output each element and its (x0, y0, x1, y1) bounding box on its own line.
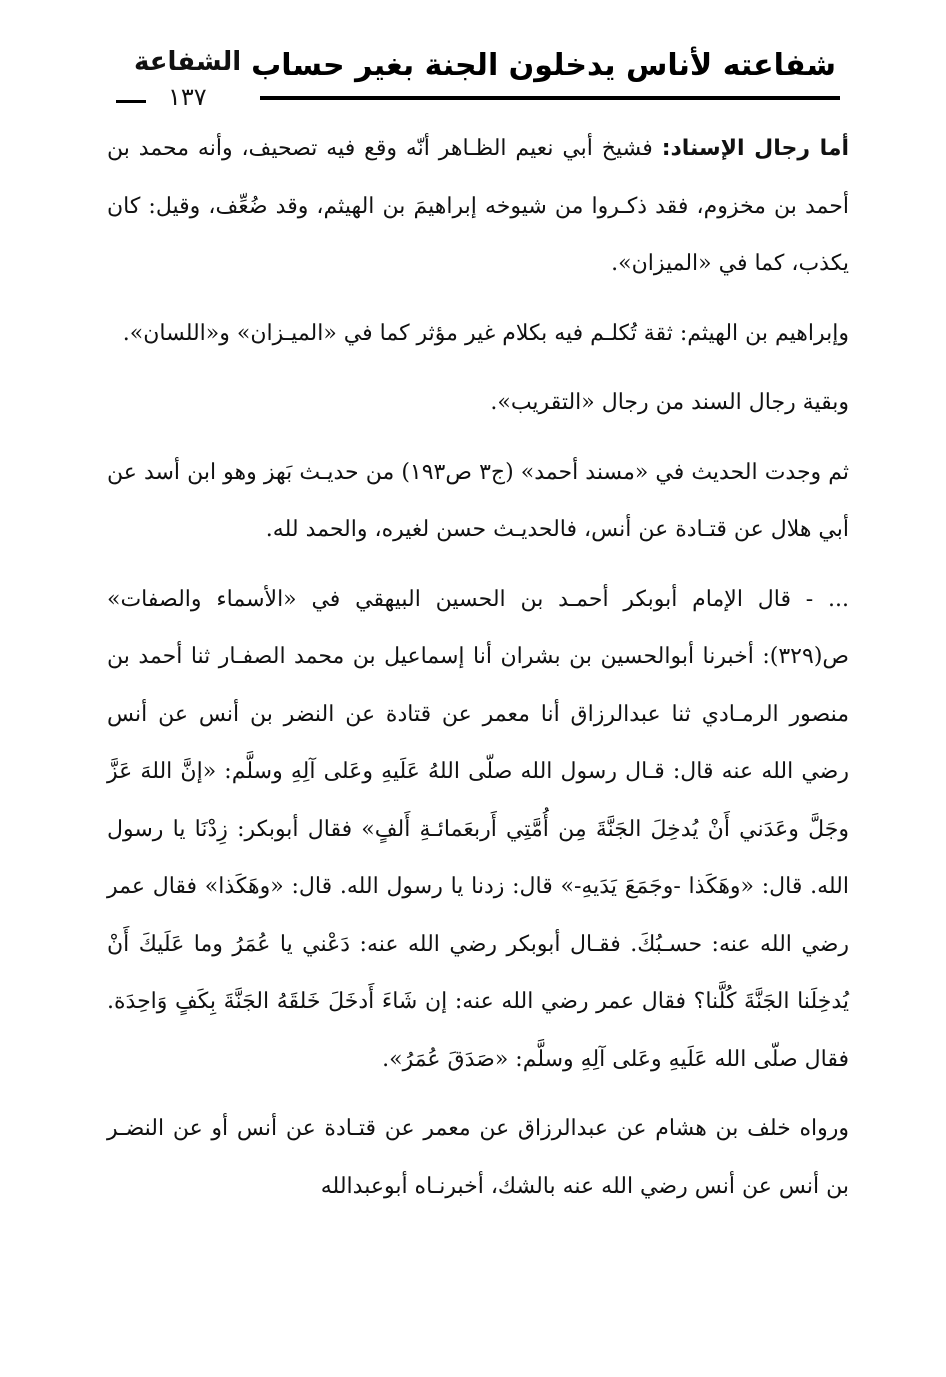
paragraph-text: فشيخ أبي نعيم الظـاهر أنّه وقع فيه تصحيف، وأنه محمد بن أحمد بن مخزوم، فقد ذكـروا من شيوخه إبراهيمَ بن الهيثم، وقد ضُعِّف، وقيل: كان يكذب، كما في «الميزان». (107, 136, 849, 276)
paragraph-text: وإبراهيم بن الهيثم: ثقة تُكلـم فيه بكلام غير مؤثر كما في «الميـزان» و«اللسان». (122, 320, 849, 346)
paragraph-text: وبقية رجال السند من رجال «التقريب». (490, 390, 849, 415)
paragraph-ibrahim (107, 305, 849, 363)
chapter-title: شفاعته لأناس يدخلون الجنة بغير حساب (251, 48, 836, 83)
page-header (110, 38, 836, 111)
paragraph-text: ... - قال الإمام أبوبكر أحمـد بن الحسين البيهقي في «الأسماء والصفات» ص(٣٢٩): أخبرنا أبوالحسين بن بشران أنا إسماعيل بن محمد الصفـار ثنا أحمد بن منصور الرمـادي ثنا عبدالرزاق أنا معمر عن قتادة عن النضر بن أنس عن أنس رضي الله عنه قال: قـال رسول الله صلّى اللهُ عَلَيهِ وعَلى آلِهِ وسلَّم: «إنَّ اللهَ عَزَّ وجَلَّ وعَدَني أَنْ يُدخِلَ الجَنَّةَ مِن أُمَّتِي أَربعَمائـةِ أَلفٍ» فقال أبوبكر: زِدْنَا يا رسول الله. قال: «وهَكَذا -وجَمَعَ يَدَيهِ-» قال: زدنا يا رسول الله. قال: «وهَكَذا» فقال عمر رضي الله عنه: حسـبُكَ. فقـال أبوبكر رضي الله عنه: دَعْني يا عُمَرُ وما عَلَيكَ أَنْ يُدخِلَنا الجَنَّةَ كُلَّنا؟ فقال عمر رضي الله عنه: إن شَاءَ أَدخَلَ خَلقَهُ الجَنَّةَ بِكَفٍ وَاحِدَة. فقال صلّى الله عَلَيهِ وعَلى آلِهِ وسلَّم: «صَدَقَ عُمَرُ». (107, 586, 849, 1072)
header-rule-short (116, 100, 146, 103)
paragraph-rest-of-chain (107, 374, 849, 432)
page-number: ١٣٧ (168, 83, 207, 111)
paragraph-text: ورواه خلف بن هشام عن عبدالرزاق عن معمر عن قتـادة عن أنس أو عن النضـر بن أنس عن أنس رضي الله عنه بالشك، أخبرنـاه أبوعبدالله (107, 1116, 849, 1199)
book-logo: الشفاعة (134, 47, 242, 77)
paragraph-lead: أما رجال الإسناد: (661, 136, 849, 161)
paragraph-bayhaqi-hadith (107, 571, 849, 1089)
paragraph-text: ثم وجدت الحديث في «مسند أحمد» (ج٣ ص١٩٣) من حديـث بَهز وهو ابن أسد عن أبي هلال عن قتـادة عن أنس، فالحديـث حسن لغيره، والحمد لله. (107, 459, 850, 542)
body-text (107, 120, 849, 1227)
header-rule (260, 96, 840, 100)
paragraph-musnad-ahmad (107, 444, 849, 559)
paragraph-isnad (107, 120, 849, 293)
paragraph-khalaf-narration (107, 1100, 849, 1215)
